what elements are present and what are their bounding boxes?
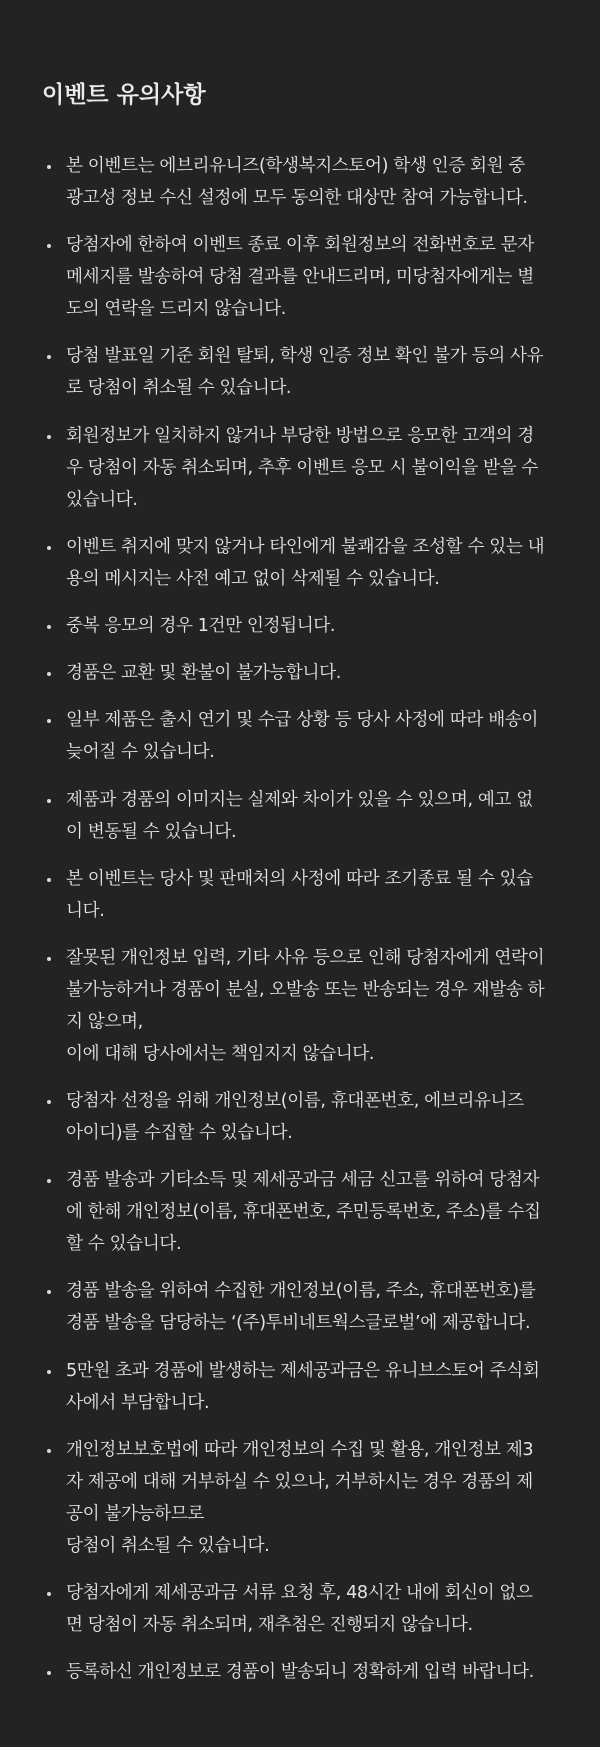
notice-item-text: 본 이벤트는 에브리유니즈(학생복지스토어) 학생 인증 회원 중 광고성 정보 수신 설정에 모두 동의한 대상만 참여 가능합니다. [66,156,528,208]
bullet-dot-icon [47,672,51,676]
bullet-dot-icon [47,355,51,359]
notice-item [42,1656,574,1688]
notice-item [42,784,574,848]
notice-item-text: 당첨자에게 제세공과금 서류 요청 후, 48시간 내에 회신이 없으 면 당첨이 자동 취소되며, 재추첨은 진행되지 않습니다. [66,1583,533,1635]
notice-item [42,657,574,689]
bullet-dot-icon [47,1592,51,1596]
bullet-dot-icon [47,957,51,961]
bullet-dot-icon [47,1449,51,1453]
bullet-dot-icon [47,799,51,803]
notice-item [42,150,574,214]
bullet-dot-icon [47,435,51,439]
notice-item-text: 경품 발송을 위하여 수집한 개인정보(이름, 주소, 휴대폰번호)를 경품 발송을 담당하는 ‘(주)투비네트웍스글로벌’에 제공합니다. [66,1281,536,1334]
bullet-dot-icon [47,165,51,169]
notice-item-text: 회원정보가 일치하지 않거나 부당한 방법으로 응모한 고객의 경 우 당첨이 자동 취소되며, 추후 이벤트 응모 시 불이익을 받을 수 있습니다. [66,425,539,510]
notice-item [42,1085,574,1149]
notice-item-text: 이벤트 취지에 맞지 않거나 타인에게 불쾌감을 조성할 수 있는 내 용의 메시지는 사전 예고 없이 삭제될 수 있습니다. [66,536,545,589]
notice-item [42,1577,574,1641]
notice-item-text: 제품과 경품의 이미지는 실제와 차이가 있을 수 있으며, 예고 없 이 변동될 수 있습니다. [66,789,533,842]
notice-item [42,340,574,404]
notice-item [42,1355,574,1419]
notice-item-text: 당첨자에 한하여 이벤트 종료 이후 회원정보의 전화번호로 문자 메세지를 발송하여 당첨 결과를 안내드리며, 미당첨자에게는 별 도의 연락을 드리지 않습니다. [66,235,534,320]
notice-item [42,610,574,642]
notice-item-text: 경품 발송과 기타소득 및 제세공과금 세금 신고를 위하여 당첨자 에 한해 개인정보(이름, 휴대폰번호, 주민등록번호, 주소)를 수집 할 수 있습니다. [66,1170,541,1255]
notice-title: 이벤트 유의사항 [42,82,206,108]
notice-item [42,1275,574,1339]
bullet-dot-icon [47,878,51,882]
notice-item [42,704,574,768]
notice-item-text: 경품은 교환 및 환불이 불가능합니다. [66,663,341,684]
notice-item-text: 등록하신 개인정보로 경품이 발송되니 정확하게 입력 바랍니다. [66,1662,534,1683]
notice-list [42,150,574,1688]
bullet-dot-icon [47,244,51,248]
notice-item-text: 당첨 발표일 기준 회원 탈퇴, 학생 인증 정보 확인 불가 등의 사유 로 당첨이 취소될 수 있습니다. [66,346,544,399]
notice-item-text: 본 이벤트는 당사 및 판매처의 사정에 따라 조기종료 될 수 있습 니다. [66,868,533,921]
notice-item [42,531,574,595]
bullet-dot-icon [47,1370,51,1374]
notice-item [42,942,574,1070]
bullet-dot-icon [47,719,51,723]
bullet-dot-icon [47,1290,51,1294]
bullet-dot-icon [47,1100,51,1104]
bullet-dot-icon [47,625,51,629]
notice-item-text: 개인정보보호법에 따라 개인정보의 수집 및 활용, 개인정보 제3 자 제공에 대해 거부하실 수 있으나, 거부하시는 경우 경품의 제 공이 불가능하므로 당첨이 취소될 수 있습니다. [66,1439,534,1556]
notice-item [42,1164,574,1260]
notice-item-text: 중복 응모의 경우 1건만 인정됩니다. [66,615,336,636]
bullet-dot-icon [47,1179,51,1183]
bullet-dot-icon [47,1671,51,1675]
notice-item-text: 5만원 초과 경품에 발생하는 제세공과금은 유니브스토어 주식회 사에서 부담합니다. [66,1360,540,1413]
notice-item [42,229,574,325]
bullet-dot-icon [47,546,51,550]
notice-item [42,863,574,927]
notice-item [42,1434,574,1562]
notice-item-text: 잘못된 개인정보 입력, 기타 사유 등으로 인해 당첨자에게 연락이 불가능하거나 경품이 분실, 오발송 또는 반송되는 경우 재발송 하 지 않으며, 이에 대해 당사에서는 책임지지 않습니다. [66,947,545,1064]
notice-item [42,420,574,516]
notice-item-text: 당첨자 선정을 위해 개인정보(이름, 휴대폰번호, 에브리유니즈 아이디)를 수집할 수 있습니다. [66,1091,524,1144]
notice-item-text: 일부 제품은 출시 연기 및 수급 상황 등 당사 사정에 따라 배송이 늦어질 수 있습니다. [66,710,539,763]
